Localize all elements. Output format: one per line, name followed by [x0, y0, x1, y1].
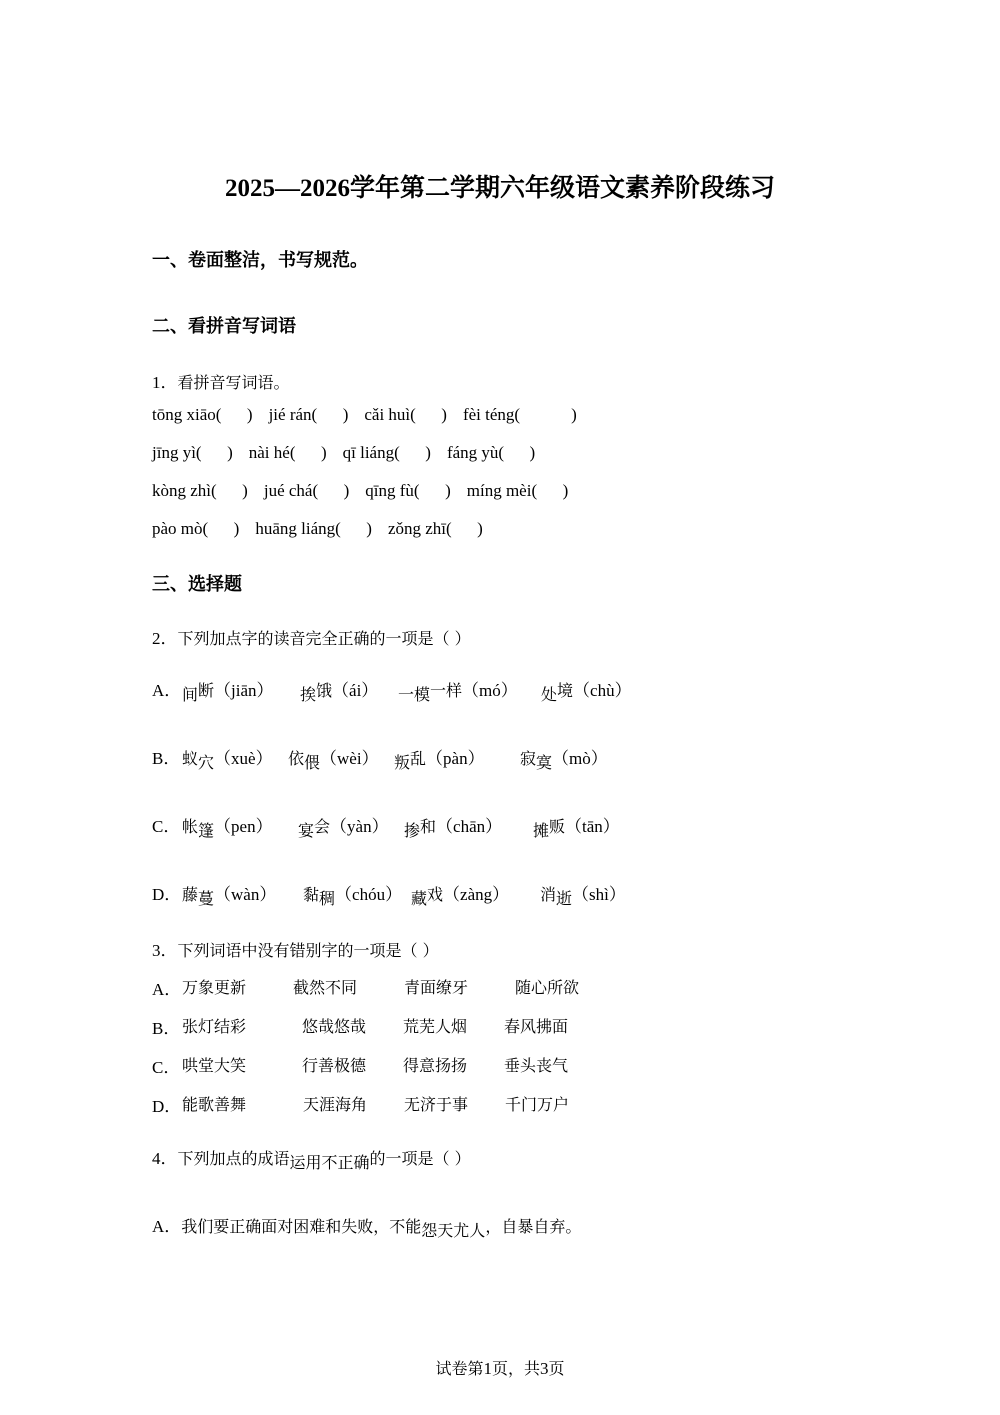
pinyin-reading: （jiān）: [214, 681, 274, 700]
footer-post: 页: [548, 1359, 565, 1378]
option-word: 天涯海角: [303, 1095, 368, 1114]
pinyin-reading: （pàn）: [426, 749, 485, 768]
option-word: 千门万户: [505, 1095, 570, 1114]
option-word: 无济于事: [404, 1095, 469, 1114]
q4-text-emphasis: 运用不正确: [289, 1153, 370, 1172]
q4-option-a: [152, 1212, 582, 1240]
word-char: 断: [198, 681, 215, 700]
word-char: 稠: [319, 889, 336, 908]
pinyin-reading: （wàn）: [214, 885, 277, 904]
pinyin-row: [152, 481, 568, 501]
pinyin-item: huāng liáng( ): [255, 519, 372, 538]
page-title: 2025—2026学年第二学期六年级语文素养阶段练习: [224, 175, 775, 202]
pinyin-item: jué chá( ): [263, 481, 350, 500]
option-word: [182, 744, 273, 772]
option-word: [540, 880, 626, 908]
word-char: 一: [398, 685, 415, 704]
option-label: B．: [152, 749, 181, 768]
option-label: D．: [152, 1097, 182, 1116]
pinyin-reading: （chù）: [573, 681, 632, 700]
option-word: 悠哉悠哉: [302, 1017, 367, 1036]
word-char: 掺: [404, 821, 421, 840]
pinyin-item: nài hé( ): [248, 443, 327, 462]
pinyin-reading: （ái）: [332, 681, 379, 700]
pinyin-item: jīng yì( ): [152, 443, 233, 462]
pinyin-reading: （chóu）: [335, 885, 403, 904]
option-word: 荒芜人烟: [403, 1017, 468, 1036]
option-word: [404, 812, 503, 840]
word-char: 逝: [556, 889, 573, 908]
pinyin-reading: （wèi）: [320, 749, 379, 768]
word-char: 一样: [430, 681, 463, 700]
option-word: [398, 676, 518, 704]
word-char: 依: [288, 749, 305, 768]
pinyin-item: zǒng zhī( ): [387, 519, 483, 538]
pinyin-item: míng mèi( ): [466, 481, 569, 500]
option-word: 哄堂大笑: [182, 1056, 247, 1075]
word-char: 穴: [198, 753, 215, 772]
word-char: 境: [557, 681, 574, 700]
pinyin-reading: （tān）: [565, 817, 620, 836]
q4-text-a: 下列加点的成语: [177, 1149, 290, 1168]
pinyin-reading: （zàng）: [443, 885, 510, 904]
option-label: A．: [152, 980, 182, 999]
option-word: [520, 744, 608, 772]
word-char: 处: [541, 685, 558, 704]
word-char: 藤: [182, 885, 199, 904]
option-label: A．: [152, 681, 182, 700]
page-footer: [0, 1356, 1000, 1379]
option-word: [411, 880, 510, 908]
word-char: 黏: [303, 885, 320, 904]
word-char: 偎: [304, 753, 321, 772]
word-char: 摊: [533, 821, 550, 840]
pinyin-reading: （xuè）: [214, 749, 273, 768]
q4-stem: [152, 1144, 471, 1172]
option-word: [182, 880, 277, 908]
pinyin-reading: （chān）: [436, 817, 503, 836]
pinyin-item: fèi téng( ): [462, 405, 577, 424]
pinyin-reading: （yàn）: [330, 817, 389, 836]
option-word: [300, 676, 379, 704]
word-char: 会: [314, 817, 331, 836]
pinyin-reading: （pen）: [214, 817, 273, 836]
word-char: 乱: [410, 749, 427, 768]
word-char: 消: [540, 885, 557, 904]
word-char: 挨: [300, 685, 317, 704]
option-word: 行善极德: [302, 1056, 367, 1075]
option-word: [288, 744, 379, 772]
option-label: D．: [152, 885, 182, 904]
option-word: 垂头丧气: [504, 1056, 569, 1075]
q4-option-a-idiom: 怨天尤人: [421, 1221, 486, 1240]
pinyin-reading: （mó）: [462, 681, 518, 700]
pinyin-item: cǎi huì( ): [364, 405, 447, 424]
pinyin-item: qī liáng( ): [342, 443, 431, 462]
word-char: 饿: [316, 681, 333, 700]
option-word: [182, 676, 274, 704]
option-word: [298, 812, 389, 840]
option-word: 春风拂面: [504, 1017, 569, 1036]
footer-total-pages: 3: [540, 1359, 549, 1378]
word-char: 篷: [198, 821, 215, 840]
word-char: 间: [182, 685, 199, 704]
pinyin-item: jié rán( ): [268, 405, 349, 424]
pinyin-reading: （shì）: [572, 885, 626, 904]
option-word: 得意扬扬: [403, 1056, 468, 1075]
pinyin-item: tōng xiāo( ): [152, 405, 253, 424]
pinyin-item: qīng fù( ): [365, 481, 451, 500]
section-3-heading: 三、选择题: [152, 574, 242, 595]
q1-text: 看拼音写词语。: [177, 373, 290, 392]
pinyin-item: kòng zhì( ): [152, 481, 248, 500]
q4-option-a-pre: 我们要正确面对困难和失败，不能: [181, 1217, 422, 1236]
pinyin-reading: （mò）: [552, 749, 608, 768]
option-word: [303, 880, 403, 908]
word-char: 藏: [411, 889, 428, 908]
word-char: 戏: [427, 885, 444, 904]
word-char: 蚁: [182, 749, 199, 768]
option-word: 青面缭牙: [404, 978, 469, 997]
q3-text: 下列词语中没有错别字的一项是（ ）: [177, 941, 439, 960]
word-char: 寂: [520, 749, 537, 768]
option-word: [541, 676, 632, 704]
word-char: 蔓: [198, 889, 215, 908]
word-char: 叛: [394, 753, 411, 772]
section-2-heading: 二、看拼音写词语: [152, 316, 296, 337]
option-word: 随心所欲: [515, 978, 580, 997]
word-char: 宴: [298, 821, 315, 840]
q3-stem: [152, 936, 439, 961]
word-char: 贩: [549, 817, 566, 836]
option-word: 张灯结彩: [182, 1017, 247, 1036]
q1-stem: [152, 368, 290, 393]
option-word: 截然不同: [293, 978, 358, 997]
footer-page-number: 1: [483, 1359, 492, 1378]
option-label: C．: [152, 1058, 181, 1077]
pinyin-row: [152, 519, 483, 539]
q2-text: 下列加点字的读音完全正确的一项是（ ）: [177, 629, 471, 648]
pinyin-item: fáng yù( ): [446, 443, 536, 462]
option-word: 万象更新: [182, 978, 247, 997]
option-word: [394, 744, 485, 772]
footer-pre: 试卷第: [435, 1359, 484, 1378]
word-char: 帐: [182, 817, 199, 836]
q4-option-a-post: ，自暴自弃。: [485, 1217, 582, 1236]
option-word: [182, 812, 273, 840]
section-1-heading: 一、卷面整洁，书写规范。: [152, 250, 368, 271]
option-label: B．: [152, 1019, 181, 1038]
option-word: 能歌善舞: [182, 1095, 247, 1114]
q1-number: 1．: [152, 373, 178, 392]
word-char: 寞: [536, 753, 553, 772]
option-label: C．: [152, 817, 181, 836]
q2-stem: [152, 624, 471, 649]
pinyin-item: pào mò( ): [152, 519, 240, 538]
q4-number: 4．: [152, 1149, 178, 1168]
option-word: [533, 812, 620, 840]
q4-option-a-label: A．: [152, 1217, 182, 1236]
word-char: 和: [420, 817, 437, 836]
q4-text-c: 的一项是（ ）: [369, 1149, 471, 1168]
q3-number: 3．: [152, 941, 178, 960]
pinyin-row: [152, 443, 535, 463]
word-char: 模: [414, 685, 431, 704]
footer-mid: 页，共: [491, 1359, 540, 1378]
pinyin-row: [152, 405, 577, 425]
q2-number: 2．: [152, 629, 178, 648]
